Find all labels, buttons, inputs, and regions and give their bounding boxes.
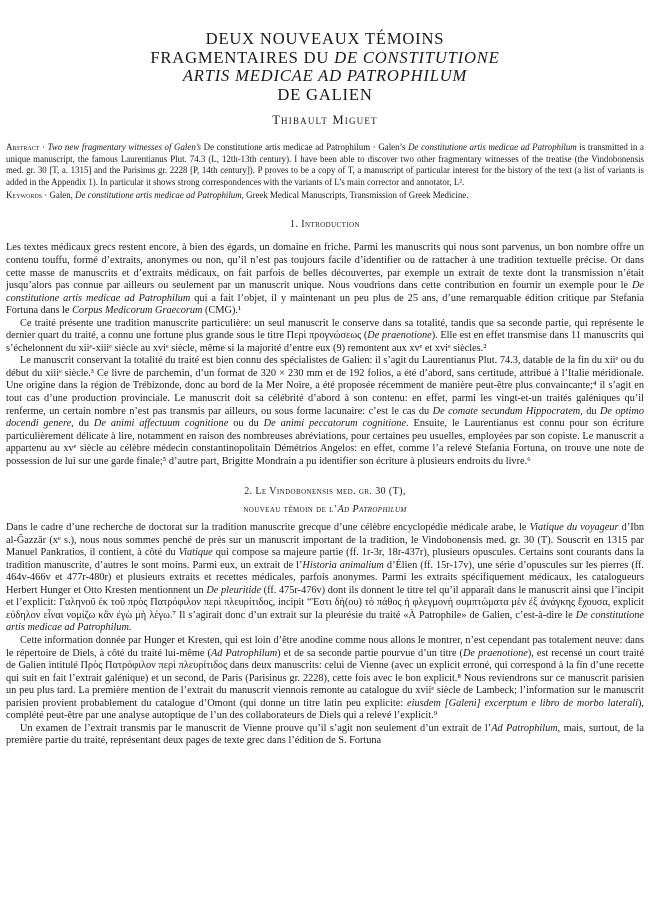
p5-g: ), complété peut-être par une analyse autoptique de l’un des collaborateurs de Diels qui a relevé l’explicit.⁹ (6, 697, 644, 722)
p2-b: De praenotione (367, 330, 432, 342)
p6-c: , mais, surtout, de la première partie du traité, représentant deux pages de texte grec dans l’édition de S. Fortuna (6, 722, 644, 747)
abstract-t5: is transmitted in a unique manuscript, the famous Laurentianus Plut. 74.3 (L, 12th-13th century). I have been able to discover two other fragmentary witnesses of the treatise (the Vindobonensis med. gr. 30 [T, a. 1315] and the Parisinus gr. 2228 [P, 14th century]). P proves to be a copy of T, a manuscript of particular interest for the history of the text (a list of variants is added in the Appendix 1). In particular it shows strong correspondences with the variants of L’s main corrector and annotator, L². (6, 142, 644, 187)
title-line-2a: FRAGMENTAIRES DU (150, 47, 335, 67)
p3-d: De optimo docendi genere (6, 405, 644, 430)
paragraph-1 (6, 242, 644, 317)
p4-a: Dans le cadre d’une recherche de doctorat sur la tradition manuscrite grecque d’une célèbre encyclopédie médicale arabe, le (6, 522, 530, 534)
p6-a: Un examen de l’extrait transmis par le manuscrit de Vienne prouve qu’il s’agit non seulement d’un extrait de l’ (20, 722, 492, 734)
keyword-1: De constitutione artis medicae ad Patrophilum (75, 190, 242, 200)
article-page (6, 30, 644, 748)
p1-b: De constitutione artis medicae ad Patrophilum (6, 280, 644, 304)
title-line-2b: DE CONSTITUTIONE (334, 47, 500, 67)
p3-g: ou du (228, 418, 264, 430)
p4-b: Viatique du voyageur (529, 522, 619, 534)
p3-e: , du (71, 418, 94, 430)
keywords (6, 190, 644, 201)
section-2-heading (6, 486, 644, 498)
p4-j: De constitutione artis medicae ad Patrophilum (6, 609, 644, 634)
p3-f: De animi affectuum cognitione (93, 418, 229, 430)
abstract-t2: De constitutione artis medicae ad Patrophilum (203, 142, 371, 153)
p4-g: d’Élien (ff. 15r-17v), une série d’opuscules sur les pierres (ff. 464v-466v et 477r-480r) et plusieurs extraits et recettes médicales, parfois anonymes. Parmi les extraits spécifiquement médicaux, les catalogueurs Herbert Hunger et Otto Kresten mentionnent un (6, 559, 645, 596)
abstract-label: Abstract (6, 142, 40, 153)
p5-b: Ad Patrophilum (210, 647, 278, 659)
section-2-subheading (6, 504, 644, 516)
paragraph-5 (6, 635, 644, 723)
abstract-t3: · Galen’s (370, 142, 409, 153)
section-1-heading: 1. Introduction (290, 219, 360, 231)
abstract-t1: Two new fragmentary witnesses of Galen’s (47, 142, 204, 153)
section-2-line-2b: Ad Patrophilum (337, 504, 407, 516)
abstract (6, 142, 644, 188)
p1-d: Corpus Medicorum Graecorum (72, 305, 203, 317)
p3-c: , du (580, 405, 600, 417)
p4-f: Historia animalium (302, 559, 384, 571)
p4-i: (ff. 475r-476v) dont ils donnent le titre tel qu’il apparaît dans le manuscrit ainsi que l’incipit et l’explicit: Γαληνοῦ ἐκ τοῦ πρὸς Πατρόφιλον περὶ πλευρίτιδος, incipit “Ἐστι δὴ(ου) τὸ πάθος ἡ φλεγμονὴ συμπτώματα μὲν ἐξ ἀνάγκης ἔχουσα, explicit εὐδηλον εἶναι νομίζω κἂν ἐγὼ μὴ λέγω.⁷ Il s’agirait donc d’un extrait sur la pleurésie du traité «À Patrophile» de Galien, c’est-à-dire le (6, 584, 644, 621)
p2-c: ). Elle est en effet transmise dans 11 manuscrits qui s’échelonnent du xiiᵉ-xiiiᵉ siècle au xviᵉ siècle, même si la majorité d’entre eux (9) remontent aux xvᵉ et xviᵉ siècles.² (6, 330, 644, 354)
section-2-line-1: 2. Le Vindobonensis med. gr. 30 (T), (244, 486, 406, 498)
title-line-3: ARTIS MEDICAE AD PATROPHILUM (182, 66, 468, 86)
p5-f: eiusdem [Galeni] excerptum e libro de morbo laterali (407, 697, 638, 709)
p4-d: Viatique (178, 547, 213, 559)
section-2-line-2a: nouveau témoin de l’ (243, 504, 338, 516)
author-name: Thibault Miguet (272, 113, 378, 128)
paragraph-6 (6, 723, 644, 748)
p1-a: Les textes médicaux grecs restent encore, à bien des égards, un domaine en friche. Parmi les manuscrits qui nous sont parvenus, un bon nombre offre un contenu touffu, formé d’extraits, anonymes ou non, qu’il n’est pas toujours facile d’identifier ou de rattacher à une tradition textuelle précise. Or dans cette masse de manuscrits et d’extraits médicaux, on fait parfois de belles découvertes, par exemple un extrait de texte dont la transmission n’était jusqu’alors pas connue par ailleurs ou seulement par un manuscrit unique. Nous voudrions dans cette contribution en fournir un exemple pour le (6, 242, 644, 292)
p2-a: Ce traité présente une tradition manuscrite particulière: un seul manuscrit le conserve dans sa totalité, tandis que sa seconde partie, qui représente le dernier quart du traité, a connu une fortune plus grande sous le titre Περὶ προγνώσεως ( (6, 317, 644, 342)
p4-c: d’Ibn al-Ǧazzār (xᵉ s.), nous nous sommes penché de près sur un manuscrit important de la tradition, le Vindobonensis med. gr. 30 (T). Souscrit en 1315 par Manuel Pankratios, il contient, à côté du (6, 522, 644, 559)
p5-d: De praenotione (463, 647, 528, 659)
keyword-rest: , Greek Medical Manuscripts, Transmission of Greek Medicine. (241, 190, 469, 200)
paragraph-2 (6, 318, 644, 356)
p5-c: ) et de sa seconde partie pourvue d’un titre ( (277, 647, 463, 659)
paragraph-4 (6, 522, 644, 635)
title-line-4: DE GALIEN (277, 84, 373, 104)
title-line-1: DEUX NOUVEAUX TÉMOINS (205, 29, 445, 48)
article-title (6, 30, 644, 104)
p6-b: Ad Patrophilum (491, 722, 558, 734)
p1-c: qui a fait l’objet, il y maintenant un peu plus de 25 ans, d’une remarquable édition critique par Stefania Fortuna dans le (6, 292, 644, 317)
abstract-t4: De constitutione artis medicae ad Patrophilum (408, 142, 577, 153)
p4-h: De pleuritide (206, 584, 262, 596)
p4-e: qui compose sa majeure partie (ff. 1r-3r, 18r-437r), plusieurs opuscules. Certains sont courants dans la tradition manuscrite, d’autres le sont moins. Parmi eux, un extrait de l’ (6, 547, 644, 571)
abstract-sep: · (39, 142, 48, 153)
keywords-label: Keywords (6, 190, 43, 200)
paragraph-3 (6, 355, 644, 468)
p4-k: . (128, 622, 132, 634)
keywords-sep: · Galen, (42, 190, 76, 200)
p3-a: Le manuscrit conservant la totalité du traité est bien connu des spécialistes de Galien: il s’agit du Laurentianus Plut. 74.3, datable de la fin du xiiᵉ ou du début du xiiiᵉ siècle.³ Ce livre de parchemin, d’un format de 320 × 230 mm et de 192 folios, a été d’abord, sans certitude, attribué à l’Italie méridionale. Une origine dans la région de Trébizonde, donc au bord de la Mer Noire, a été proposée récemment de manière peut-être plus convaincante;⁴ il s’agit en tout cas d’une production provinciale. Le manuscrit doit sa célébrité d’abord à son contenu: en effet, parmi les vingt-et-un traités galéniques qu’il renferme, un certain nombre n’est pas transmis par ailleurs, ou sous forme lacunaire: c’est le cas du (6, 355, 644, 417)
p3-h: De animi peccatorum cognitione (263, 418, 407, 430)
p1-e: (CMG).¹ (202, 305, 242, 317)
p3-b: De comate secundum Hippocratem (432, 405, 581, 417)
p5-a: Cette information donnée par Hunger et Kresten, qui est loin d’être anodine comme nous allons le montrer, n’est cependant pas totalement neuve: dans le répertoire de Diels, à côté du traité lui-même ( (6, 634, 644, 659)
p3-i: . Ensuite, le Laurentianus est connu pour son écriture particulièrement délicate à lire, notamment en raison des nombreuses abréviations, pour certaines peu usuelles, employées par son copiste. Le manuscrit a appartenu au xvᵉ siècle au célèbre médecin constantinopolitain Démétrios Angelos: en effet, comme l’a relevé Stefania Fortuna, on trouve une note de possession de lui sur une garde finale;⁵ d’autre part, Brigitte Mondrain a pu identifier son écriture à plusieurs endroits du livre.⁶ (6, 418, 644, 467)
p5-e: ), est recensé un court traité de Galien intitulé Πρὸς Πατρόφιλον περὶ πλευρίτιδος dans deux manuscrits: celui de Vienne (avec un explicit erroné, qui correspond à la fin d’une recette qui suit en fait l’extrait galénique) et un second, de Paris (Parisinus gr. 2228), cette fois avec le bon explicit.⁸ Nous reviendrons sur ce manuscrit parisien un peu plus tard. La première mention de l’extrait du manuscrit viennois remonte au catalogue du xviiᵉ siècle de Lambeck; l’information sur le manuscrit parisien provient probablement du catalogue d’Omont (qui donne un titre latin peu explicite: (6, 647, 644, 709)
